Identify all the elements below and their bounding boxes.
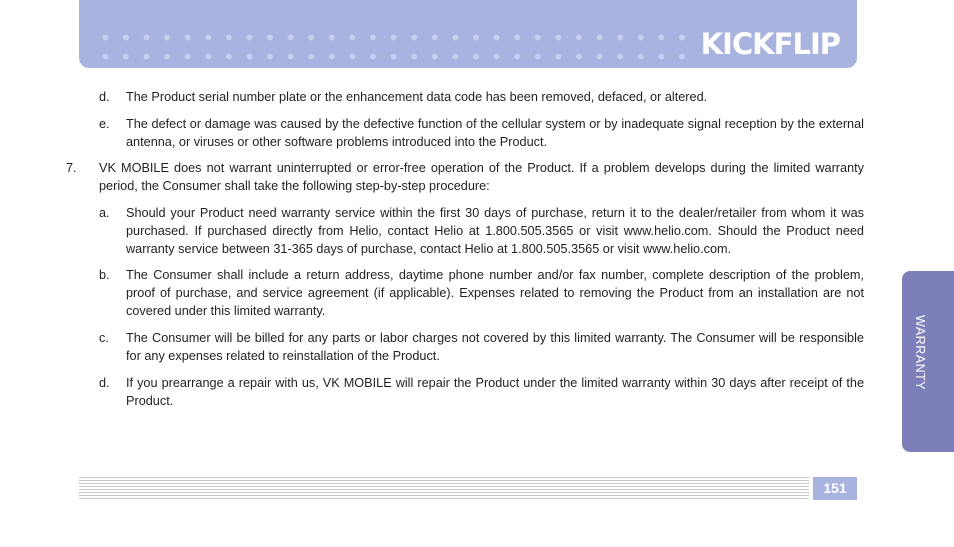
list-item — [99, 115, 864, 151]
list-text: Should your Product need warranty service within the first 30 days of purchase, return it to the dealer/retailer from whom it was purchased. If purchased directly from Helio, contact Helio at 1.800.505.3565 or visit www.helio.com. Should the Product need warranty service between 31-365 days of purchase, contact Helio at 1.800.505.3565 or visit www.helio.com. — [126, 205, 864, 256]
list-text: The defect or damage was caused by the defective function of the cellular system or by inadequate signal reception by the external antenna, or viruses or other software problems introduced into the Product. — [126, 116, 864, 149]
list-marker: 7. — [66, 161, 77, 176]
list-text: The Product serial number plate or the enhancement data code has been removed, defaced, or altered. — [126, 90, 708, 104]
list-item — [99, 329, 864, 365]
list-marker: c. — [99, 330, 109, 345]
list-text: The Consumer will be billed for any parts or labor charges not covered by this limited warranty. The Consumer will be responsible for any expenses related to reinstallation of the Product. — [126, 330, 864, 363]
section-tab-warranty[interactable] — [902, 271, 954, 452]
list-marker: e. — [99, 116, 110, 131]
list-text: If you prearrange a repair with us, VK MOBILE will repair the Product under the limited warranty within 30 days after receipt of the Product. — [126, 375, 864, 408]
list-text: VK MOBILE does not warrant uninterrupted or error-free operation of the Product. If a problem develops during the limited warranty period, the Consumer shall take the following step-by-step procedure: — [99, 161, 864, 194]
list-marker: a. — [99, 205, 110, 220]
brand-logo: KICKFLIP — [700, 27, 840, 61]
header-banner — [79, 0, 857, 68]
section-tab-label: WARRANTY — [913, 315, 927, 391]
list-item — [99, 204, 864, 258]
header-dot-pattern — [95, 28, 695, 68]
list-item — [99, 374, 864, 410]
list-marker: b. — [99, 268, 110, 283]
list-item — [66, 159, 864, 195]
warranty-text — [66, 88, 864, 418]
page-number: 151 — [813, 477, 857, 500]
list-item — [99, 88, 864, 106]
list-text: The Consumer shall include a return address, daytime phone number and/or fax number, complete description of the problem, proof of purchase, and service agreement (if applicable). Expenses related to removing the Product from an installation are not covered under this limited warranty. — [126, 268, 864, 319]
list-marker: d. — [99, 375, 110, 390]
list-marker: d. — [99, 90, 110, 104]
list-item — [99, 266, 864, 320]
footer-rule — [79, 477, 809, 501]
